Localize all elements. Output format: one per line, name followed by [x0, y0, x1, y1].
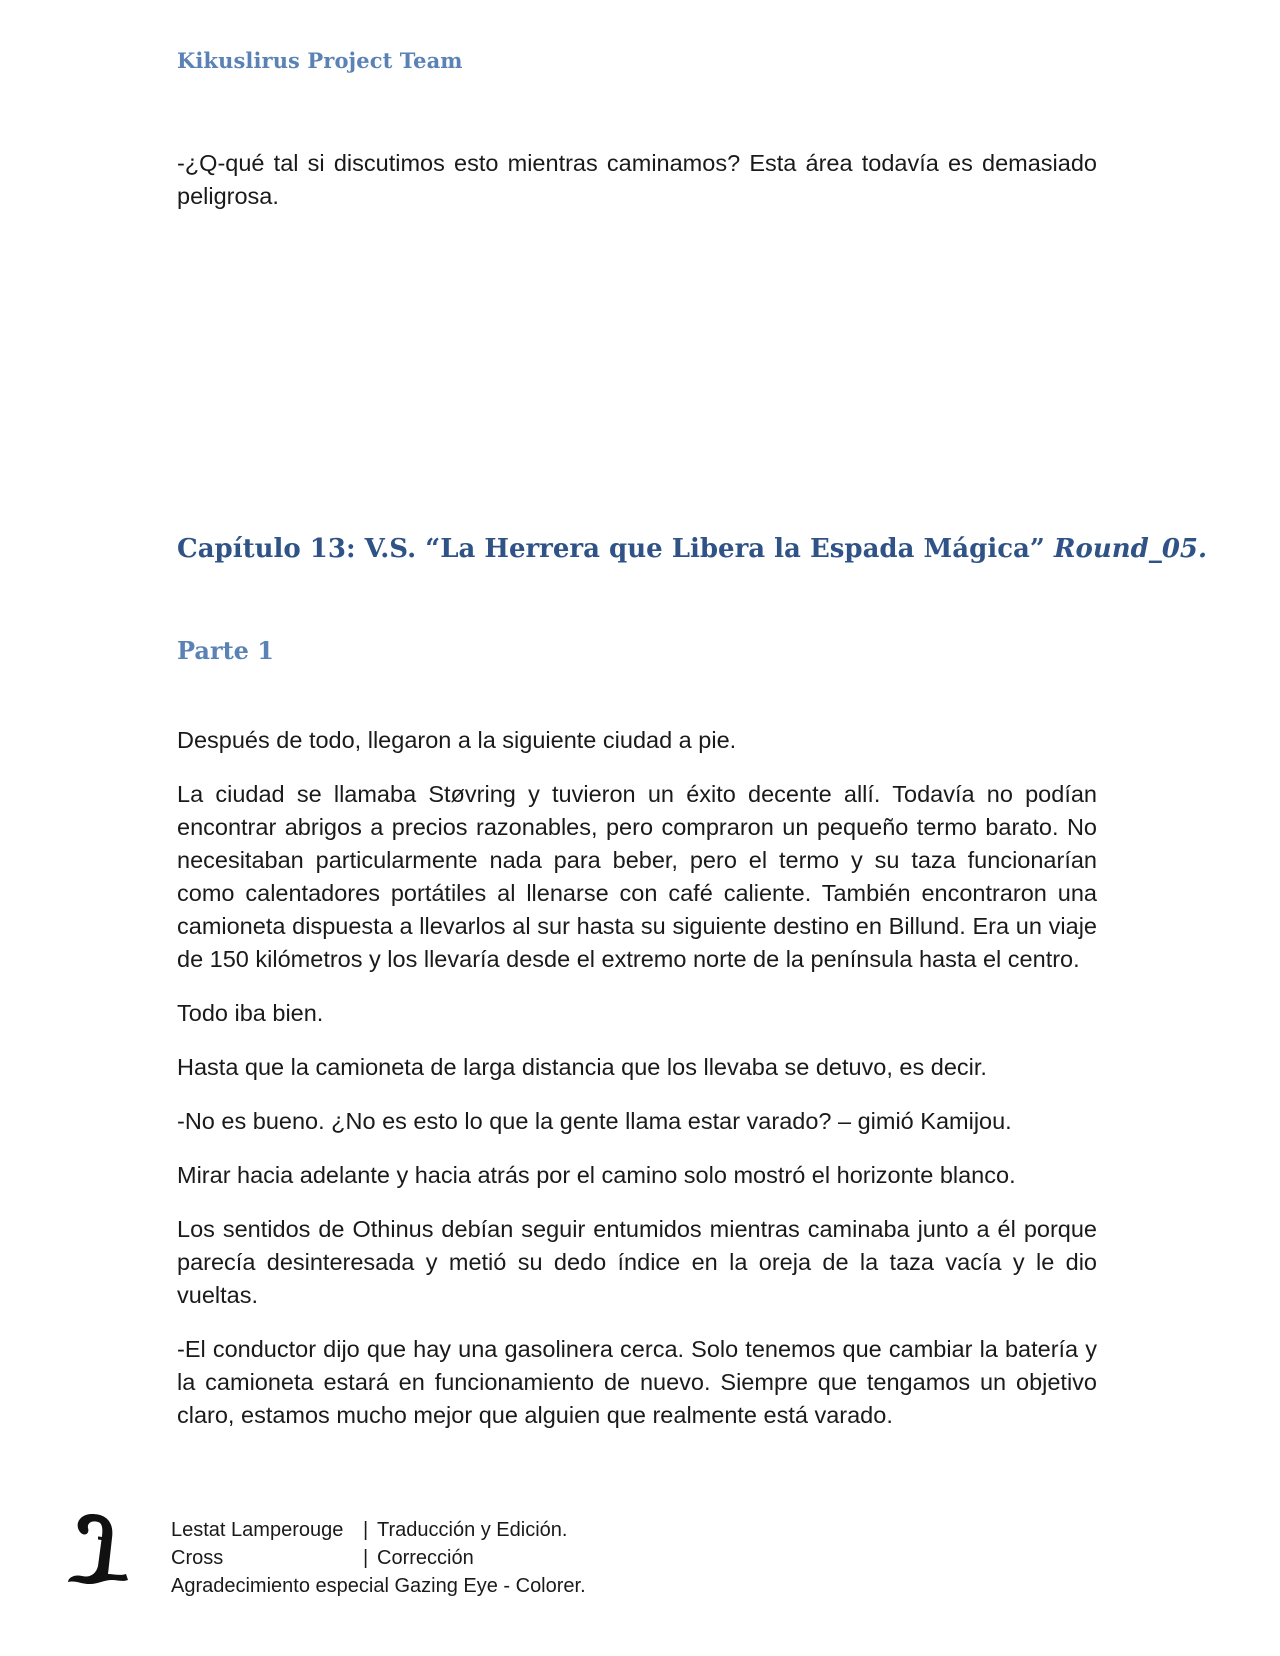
- body-paragraph: Después de todo, llegaron a la siguiente ciudad a pie.: [177, 727, 737, 753]
- credit-name: Lestat Lamperouge: [171, 1519, 344, 1541]
- body-paragraph: Hasta que la camioneta de larga distancia que los llevaba se detuvo, es decir.: [177, 1054, 987, 1080]
- part-heading: Parte 1: [177, 636, 275, 665]
- body-paragraph: La ciudad se llamaba Støvring y tuvieron un éxito decente allí. Todavía no podían encontrar abrigos a precios razonables, pero compraron un pequeño termo barato. No necesitaban particularmente nada para beber, pero el termo y su taza funcionarían como calentadores portátiles al llenarse con café caliente. También encontraron una camioneta dispuesta a llevarlos al sur hasta su siguiente destino en Billund. Era un viaje de 150 kilómetros y los llevaría desde el extremo norte de la península hasta el centro.: [177, 781, 1097, 972]
- credit-role: Corrección: [377, 1547, 474, 1569]
- body-paragraph: Mirar hacia adelante y hacia atrás por el camino solo mostró el horizonte blanco.: [177, 1162, 1016, 1188]
- logo-letter: L: [74, 1509, 120, 1584]
- body-paragraph: -No es bueno. ¿No es esto lo que la gente llama estar varado? – gimió Kamijou.: [177, 1108, 1012, 1134]
- credit-thanks: Agradecimiento especial Gazing Eye - Colorer.: [171, 1575, 586, 1597]
- body-paragraph: -El conductor dijo que hay una gasolinera cerca. Solo tenemos que cambiar la batería y la camioneta estará en funcionamiento de nuevo. Siempre que tengamos un objetivo claro, estamos mucho mejor que alguien que realmente está varado.: [177, 1336, 1097, 1428]
- credit-separator: |: [363, 1519, 369, 1541]
- body-paragraph: Todo iba bien.: [177, 1000, 324, 1026]
- credit-row-translator: [171, 1516, 586, 1544]
- chapter-title: [177, 534, 1207, 564]
- body-paragraph: Los sentidos de Othinus debían seguir entumidos mientras caminaba junto a él porque parecía desinteresada y metió su dedo índice en la oreja de la taza vacía y le dio vueltas.: [177, 1216, 1097, 1308]
- chapter-title-main: Capítulo 13: V.S. “La Herrera que Libera la Espada Mágica”: [177, 534, 1054, 564]
- intro-text: [177, 147, 1097, 234]
- intro-paragraph: -¿Q-qué tal si discutimos esto mientras caminamos? Esta área todavía es demasiado peligrosa.: [177, 150, 1097, 209]
- credit-name: Cross: [171, 1547, 224, 1569]
- body-text: [177, 724, 1097, 1453]
- chapter-round: Round_05.: [1053, 534, 1208, 564]
- credit-separator: |: [363, 1547, 369, 1569]
- footer-credits: [171, 1516, 586, 1600]
- header-title: Kikuslirus Project Team: [177, 48, 463, 73]
- blackletter-l-logo: [62, 1508, 132, 1588]
- credit-row-proofreader: [171, 1544, 586, 1572]
- credit-role: Traducción y Edición.: [377, 1519, 568, 1541]
